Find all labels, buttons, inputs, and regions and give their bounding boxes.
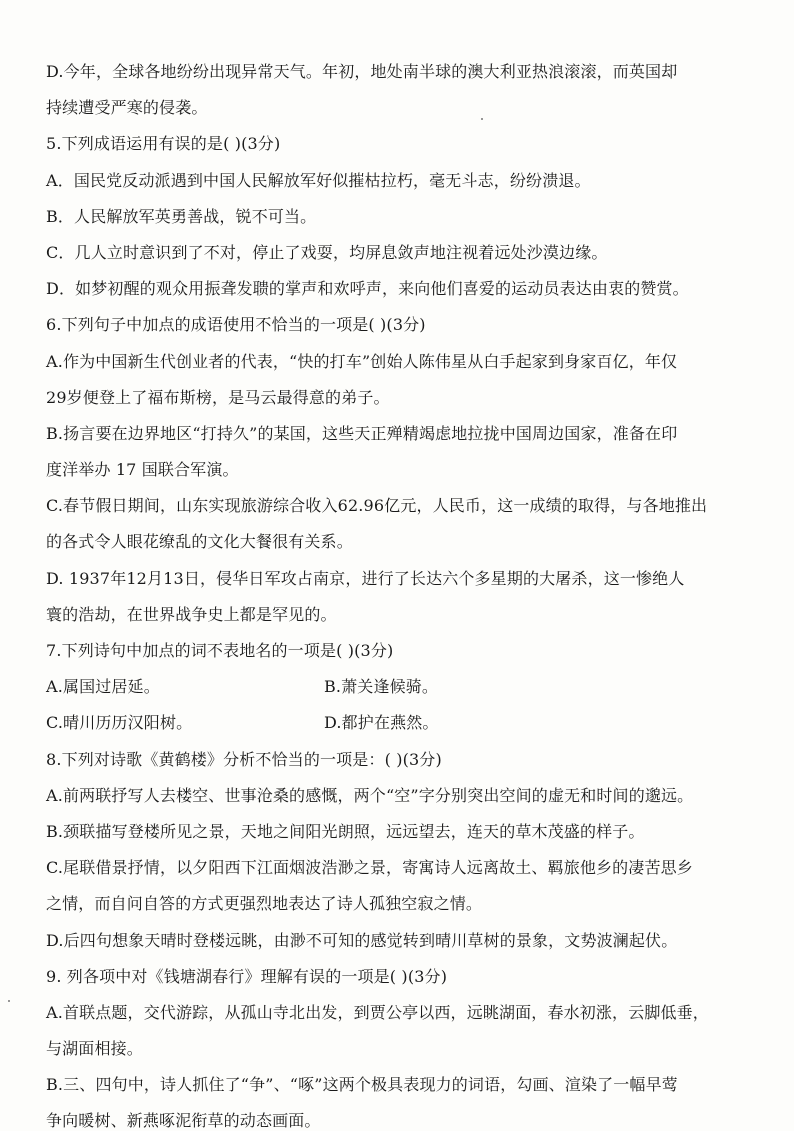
q9-option-b-line1: B.三、四句中，诗人抓住了“争”、“啄”这两个极具表现力的词语，勾画、渲染了一幅早莺: [46, 1075, 678, 1095]
q7-options-row1: [46, 677, 754, 697]
question-8-stem: 8.下列对诗歌《黄鹤楼》分析不恰当的一项是：( )(3分): [46, 749, 442, 769]
scan-speck: [8, 1000, 10, 1002]
q6-option-a-line1: A.作为中国新生代创业者的代表，“快的打车”创始人陈伟星从白手起家到身家百亿，年仅: [46, 351, 678, 371]
q8-option-c-line1: C.尾联借景抒情，以夕阳西下江面烟波浩渺之景，寄寓诗人远离故土、羁旅他乡的凄苦思乡: [46, 858, 693, 878]
q9-option-a-line2: 与湖面相接。: [46, 1039, 143, 1059]
question-9-stem: 9. 列各项中对《钱塘湖春行》理解有误的一项是( )(3分): [46, 966, 448, 986]
q5-option-c: C．几人立时意识到了不对，停止了戏耍，均屏息敛声地注视着远处沙漠边缘。: [46, 242, 608, 262]
q7-options-row2: [46, 713, 754, 733]
q5-option-b: B．人民解放军英勇善战，锐不可当。: [46, 206, 317, 226]
q9-option-b-line2: 争向暖树、新燕啄泥衔草的动态画面。: [46, 1111, 321, 1131]
q7-option-b: B.萧关逢候骑。: [324, 677, 439, 697]
q8-option-b: B.颈联描写登楼所见之景，天地之间阳光朗照，远远望去，连天的草木茂盛的样子。: [46, 821, 645, 841]
q6-option-d-line1: D. 1937年12月13日，侵华日军攻占南京，进行了长达六个多星期的大屠杀，这一惨绝人: [46, 568, 685, 588]
q6-option-b-line2: 度洋举办 17 国联合军演。: [46, 460, 239, 480]
q7-option-d: D.都护在燕然。: [324, 713, 439, 733]
q6-option-c-line1: C.春节假日期间，山东实现旅游综合收入62.96亿元，人民币，这一成绩的取得，与各地推出: [46, 496, 708, 516]
question-5-stem: 5.下列成语运用有误的是( )(3分): [46, 134, 281, 154]
q4-option-d-line2: 持续遭受严寒的侵袭。: [46, 98, 208, 118]
question-6-stem: 6.下列句子中加点的成语使用不恰当的一项是( )(3分): [46, 315, 426, 335]
q7-option-a: A.属国过居延。: [46, 677, 160, 697]
q5-option-a: A．国民党反动派遇到中国人民解放军好似摧枯拉朽，毫无斗志，纷纷溃退。: [46, 170, 591, 190]
q8-option-c-line2: 之情，而自问自答的方式更强烈地表达了诗人孤独空寂之情。: [46, 894, 483, 914]
q4-option-d-line1: D.今年，全球各地纷纷出现异常天气。年初，地处南半球的澳大利亚热浪滚滚，而英国却: [46, 62, 678, 81]
scan-speck: [481, 118, 483, 120]
q8-option-a: A.前两联抒写人去楼空、世事沧桑的感慨，两个“空”字分别突出空间的虚无和时间的邈远。: [46, 785, 694, 805]
q6-option-a-line2: 29岁便登上了福布斯榜，是马云最得意的弟子。: [46, 387, 390, 407]
q7-option-c: C.晴川历历汉阳树。: [46, 713, 193, 733]
q8-option-d: D.后四句想象天晴时登楼远眺，由渺不可知的感觉转到晴川草树的景象，文势波澜起伏。: [46, 930, 678, 950]
question-7-stem: 7.下列诗句中加点的词不表地名的一项是( )(3分): [46, 641, 394, 660]
q6-option-b-line1: B.扬言要在边界地区“打持久”的某国，这些天正殚精竭虑地拉拢中国周边国家，准备在印: [46, 423, 678, 443]
q5-option-d: D．如梦初醒的观众用振聋发聩的掌声和欢呼声，来向他们喜爱的运动员表达由衷的赞赏。: [46, 279, 689, 299]
q6-option-c-line2: 的各式令人眼花缭乱的文化大餐很有关系。: [46, 532, 353, 552]
q9-option-a-line1: A.首联点题，交代游踪，从孤山寺北出发，到贾公亭以西，远眺湖面，春水初涨，云脚低垂，: [46, 1002, 709, 1022]
q6-option-d-line2: 寰的浩劫，在世界战争史上都是罕见的。: [46, 604, 337, 624]
